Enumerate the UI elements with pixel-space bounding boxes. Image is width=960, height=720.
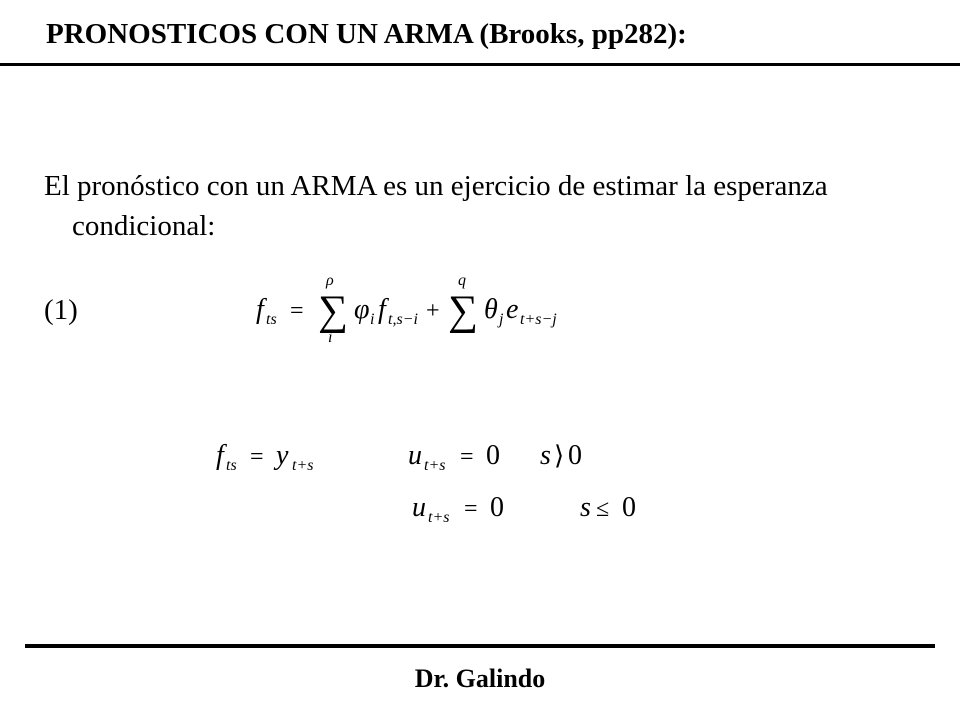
svg-text:0: 0 xyxy=(622,492,636,523)
svg-text:t+s: t+s xyxy=(292,457,314,474)
footer-author: Dr. Galindo xyxy=(414,664,546,693)
svg-text:0: 0 xyxy=(490,492,504,523)
svg-text:q: q xyxy=(458,272,466,289)
svg-text:=: = xyxy=(464,496,478,522)
svg-text:u: u xyxy=(408,440,422,471)
title-underline xyxy=(0,63,960,66)
svg-text:u: u xyxy=(412,492,426,523)
equation-number: (1) xyxy=(44,294,78,326)
svg-text:f: f xyxy=(256,294,264,325)
svg-text:⟩: ⟩ xyxy=(554,441,565,470)
svg-text:s: s xyxy=(580,492,591,523)
svg-text:ρ: ρ xyxy=(326,272,334,289)
svg-text:ts: ts xyxy=(266,311,277,328)
forecast-equation xyxy=(250,268,580,348)
svg-text:ts: ts xyxy=(226,457,237,474)
svg-text:0: 0 xyxy=(486,440,500,471)
svg-text:t+s−j: t+s−j xyxy=(520,311,557,328)
svg-text:θ: θ xyxy=(484,294,498,325)
svg-text:=: = xyxy=(290,298,304,324)
svg-text:e: e xyxy=(506,294,519,325)
svg-text:∑: ∑ xyxy=(448,288,478,334)
svg-text:i: i xyxy=(370,311,375,328)
svg-text:t+s: t+s xyxy=(424,457,446,474)
svg-text:i: i xyxy=(328,329,333,346)
forecast-condition-2 xyxy=(408,482,658,532)
svg-text:j: j xyxy=(499,311,504,328)
svg-text:=: = xyxy=(250,444,264,470)
svg-text:0: 0 xyxy=(568,440,582,471)
svg-text:=: = xyxy=(460,444,474,470)
intro-paragraph: El pronóstico con un ARMA es un ejercicio de estimar la esperanza condicional: xyxy=(44,170,828,242)
forecast-condition-1 xyxy=(212,430,612,480)
svg-text:∑: ∑ xyxy=(318,288,348,334)
svg-text:t+s: t+s xyxy=(428,509,450,526)
footer-rule xyxy=(25,644,935,648)
svg-text:f: f xyxy=(216,440,224,471)
svg-text:y: y xyxy=(276,440,289,471)
svg-text:f: f xyxy=(378,294,386,325)
slide-title: PRONOSTICOS CON UN ARMA (Brooks, pp282): xyxy=(46,18,687,50)
svg-text:≤: ≤ xyxy=(596,496,610,522)
svg-text:φ: φ xyxy=(354,294,370,325)
svg-text:+: + xyxy=(426,298,440,324)
svg-text:t,s−i: t,s−i xyxy=(388,311,418,328)
svg-text:s: s xyxy=(540,440,551,471)
